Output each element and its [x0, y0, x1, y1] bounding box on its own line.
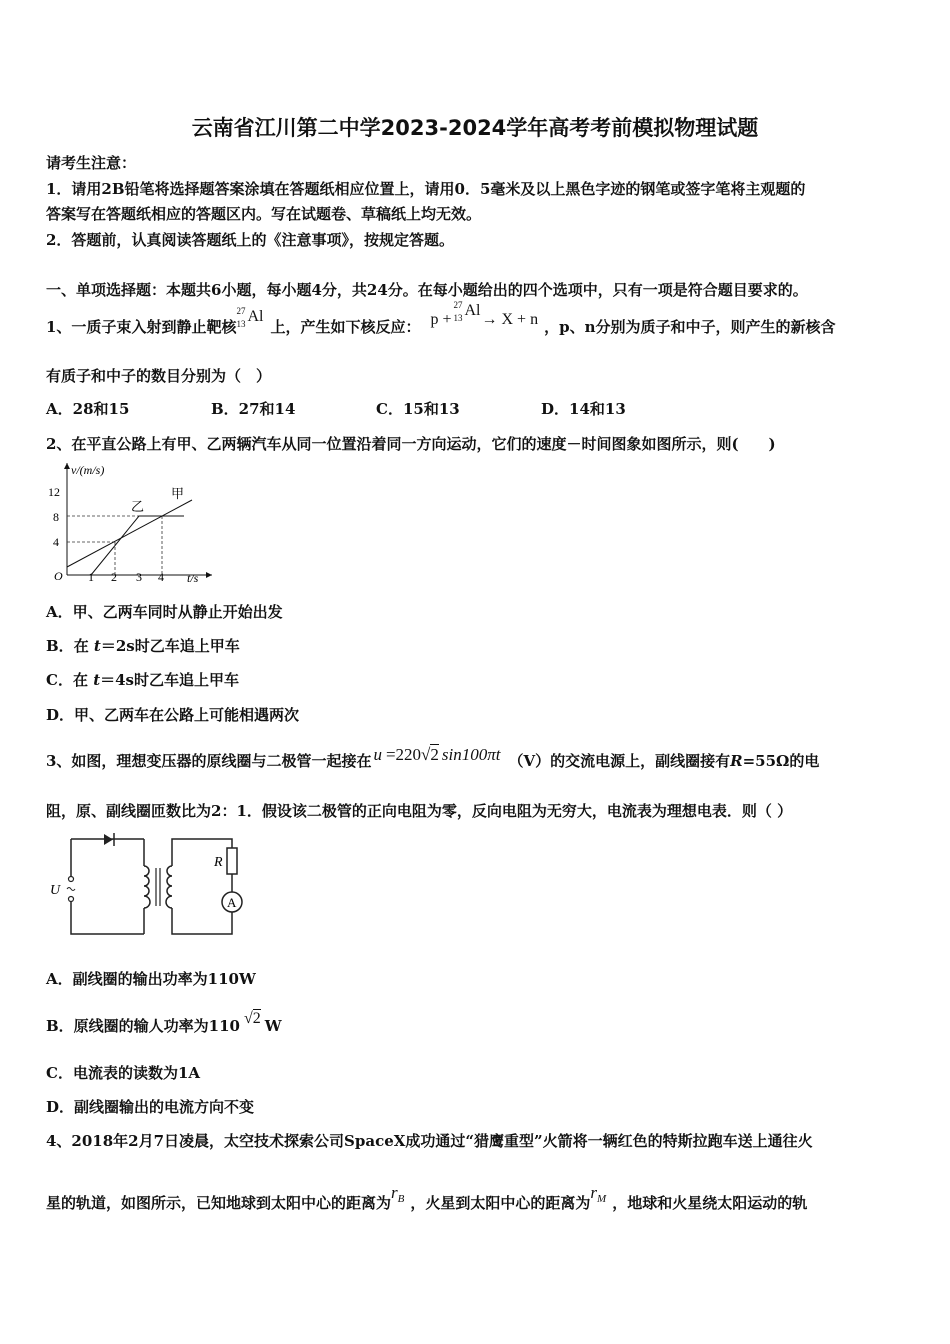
q3-option-b[interactable]: B．原线圈的输人功率为110 √2 W [46, 1010, 282, 1035]
q1-text-c: ，p、n分别为质子和中子，则产生的新核含 [544, 318, 836, 336]
notice-item-1-cont: 答案写在答题纸相应的答题区内。写在试题卷、草稿纸上均无效。 [46, 205, 482, 223]
source-terminal-bottom [69, 897, 74, 902]
question-3-line-1: 3、如图，理想变压器的原线圈与二极管一起接在 u =220√2 sin100πt （V）的交流电源上，副线圈接有R=55Ω的电 [46, 745, 820, 770]
q3-option-c[interactable]: C．电流表的读数为1A [46, 1064, 201, 1082]
x-axis-arrow [206, 572, 212, 578]
section-heading: 一、单项选择题：本题共6小题，每小题4分，共24分。在每小题给出的四个选项中，只有一项是符合题目要求的。 [46, 281, 808, 299]
y-axis-arrow [64, 463, 70, 469]
velocity-time-chart [44, 460, 214, 588]
x-tick-2: 2 [111, 570, 117, 584]
q1-option-a[interactable]: A．28和15 [46, 400, 130, 418]
q1-reaction: p + 27 13 Al → X + n [430, 300, 539, 328]
primary-wire-left-bottom [71, 839, 144, 934]
line-yi [91, 516, 184, 575]
q1-options [46, 398, 626, 419]
q1-text-b: 上，产生如下核反应： [270, 318, 421, 336]
q1-option-c[interactable]: C．15和13 [376, 400, 460, 418]
y-tick-4: 4 [53, 535, 59, 549]
resistor-icon [227, 848, 237, 874]
question-4-line-1: 4、2018年2月7日凌晨，太空技术探索公司SpaceX成功通过“猎鹰重型”火箭将一辆红色的特斯拉跑车送上通往火 [46, 1132, 813, 1150]
y-axis-label: v/(m/s) [71, 463, 105, 477]
ammeter-label: A [227, 895, 237, 910]
q1-nucleus: 27 13 Al [236, 306, 264, 329]
q1-text-a: 1、一质子束入射到静止靶核 [46, 318, 237, 336]
x-tick-4: 4 [158, 570, 164, 584]
source-label: U [50, 883, 61, 898]
q1-option-d[interactable]: D．14和13 [541, 400, 626, 418]
page-title: 云南省江川第二中学2023-2024学年高考考前模拟物理试题 [191, 116, 759, 140]
diode-icon [104, 834, 113, 845]
transformer-circuit [44, 826, 250, 938]
notice-item-1: 1．请用2B铅笔将选择题答案涂填在答题纸相应位置上，请用0．5毫米及以上黑色字迹的钢笔或签字笔将主观题的 [46, 180, 806, 198]
notice-item-2: 2．答题前，认真阅读答题纸上的《注意事项》，按规定答题。 [46, 231, 454, 249]
secondary-wire-bottom [172, 908, 232, 934]
label-jia: 甲 [171, 486, 185, 501]
x-tick-3: 3 [136, 570, 142, 584]
primary-coil [144, 866, 150, 908]
x-tick-1: 1 [88, 570, 94, 584]
q2-option-a[interactable]: A．甲、乙两车同时从静止开始出发 [46, 603, 283, 621]
question-2-text: 2、在平直公路上有甲、乙两辆汽车从同一位置沿着同一方向运动，它们的速度－时间图象如图所示，则( ) [46, 435, 776, 453]
q1-option-b[interactable]: B．27和14 [211, 400, 296, 418]
question-4-line-2: 星的轨道，如图所示，已知地球到太阳中心的距离为$r_B$ ，火星到太阳中心的距离为$r_M$ ，地球和火星绕太阳运动的轨 [46, 1183, 808, 1212]
q3-formula: u =220√2 sin100πt [373, 745, 501, 764]
secondary-coil [166, 866, 172, 908]
question-1-line-2: 有质子和中子的数目分别为（ ） [46, 367, 272, 385]
q3-option-a[interactable]: A．副线圈的输出功率为110W [46, 970, 256, 988]
origin-label: O [54, 569, 63, 583]
y-tick-8: 8 [53, 510, 59, 524]
resistor-label: R [214, 855, 223, 870]
question-1-line-1 [46, 300, 836, 337]
q2-option-c[interactable]: C．在 t＝4s时乙车追上甲车 [46, 671, 240, 689]
x-axis-label: t/s [187, 571, 199, 585]
source-terminal-top [69, 877, 74, 882]
y-tick-12: 12 [48, 485, 60, 499]
notice-heading: 请考生注意： [46, 154, 137, 172]
q3-option-d[interactable]: D．副线圈输出的电流方向不变 [46, 1098, 255, 1116]
label-yi: 乙 [131, 499, 145, 514]
line-jia [67, 500, 192, 567]
question-3-line-2: 阻，原、副线圈匝数比为2：1．假设该二极管的正向电阻为零，反向电阻为无穷大，电流表为理想电表．则（ ） [46, 802, 793, 820]
q2-option-b[interactable]: B．在 t＝2s时乙车追上甲车 [46, 637, 240, 655]
q2-option-d[interactable]: D．甲、乙两车在公路上可能相遇两次 [46, 706, 300, 724]
secondary-wire-top [172, 839, 232, 866]
